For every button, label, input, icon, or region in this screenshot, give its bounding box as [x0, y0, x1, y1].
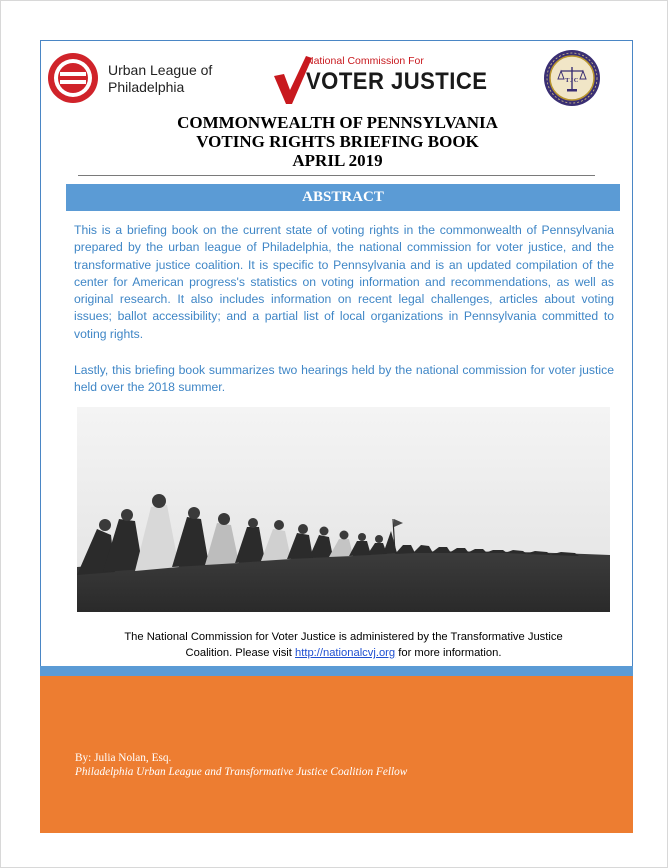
ncvj-website-link[interactable]: http://nationalcvj.org [295, 647, 396, 659]
civil-rights-march-photo [77, 407, 610, 612]
caption-line1: The National Commission for Voter Justice is administered by the Transformative Justice [124, 631, 563, 643]
author-role: Philadelphia Urban League and Transformative Justice Coalition Fellow [75, 765, 408, 778]
tjc-seal [543, 49, 601, 107]
abstract-paragraph-1: This is a briefing book on the current state of voting rights in the commonwealth of Pennsylvania prepared by the urban league of Philadelphia, the national commission for voter justice, and the transformative justice coalition. It is specific to Pennsylvania and is an updated compilation of the center for American progress's statistics on voting information and recommendations, as well as original research. It also includes information on recent legal challenges, articles about voting issues; ballot accessibility; and a partial list of local organizations in Pennsylvania committed to voting rights. [74, 223, 614, 341]
ncvj-top-line: National Commission For [306, 55, 424, 67]
ncvj-main-text: VOTER JUSTICE [306, 68, 488, 95]
caption-line2 [77, 645, 610, 661]
urban-league-mark-icon [46, 50, 104, 108]
abstract-heading: ABSTRACT [66, 184, 620, 211]
seal-initials: TJC [565, 77, 579, 84]
ncvj-logo [272, 54, 488, 106]
caption-after-link: for more information. [395, 647, 502, 659]
photo-caption [77, 629, 610, 661]
title-line1: COMMONWEALTH OF PENNSYLVANIA [177, 113, 498, 132]
title-line3: APRIL 2019 [292, 151, 383, 170]
urban-league-logo [46, 50, 226, 108]
caption-before-link: Coalition. Please visit [185, 647, 295, 659]
title-divider [78, 175, 595, 176]
author-block [75, 752, 407, 779]
document-title [80, 113, 595, 170]
urban-league-name-line2: Philadelphia [108, 79, 185, 95]
author-name: By: Julia Nolan, Esq. [75, 752, 172, 764]
blue-divider-strip [40, 666, 633, 676]
title-line2: VOTING RIGHTS BRIEFING BOOK [196, 132, 479, 151]
abstract-paragraph-2: Lastly, this briefing book summarizes two hearings held by the national commission for voter justice held over the 2018 summer. [74, 363, 614, 395]
urban-league-name-line1: Urban League of [108, 62, 213, 78]
